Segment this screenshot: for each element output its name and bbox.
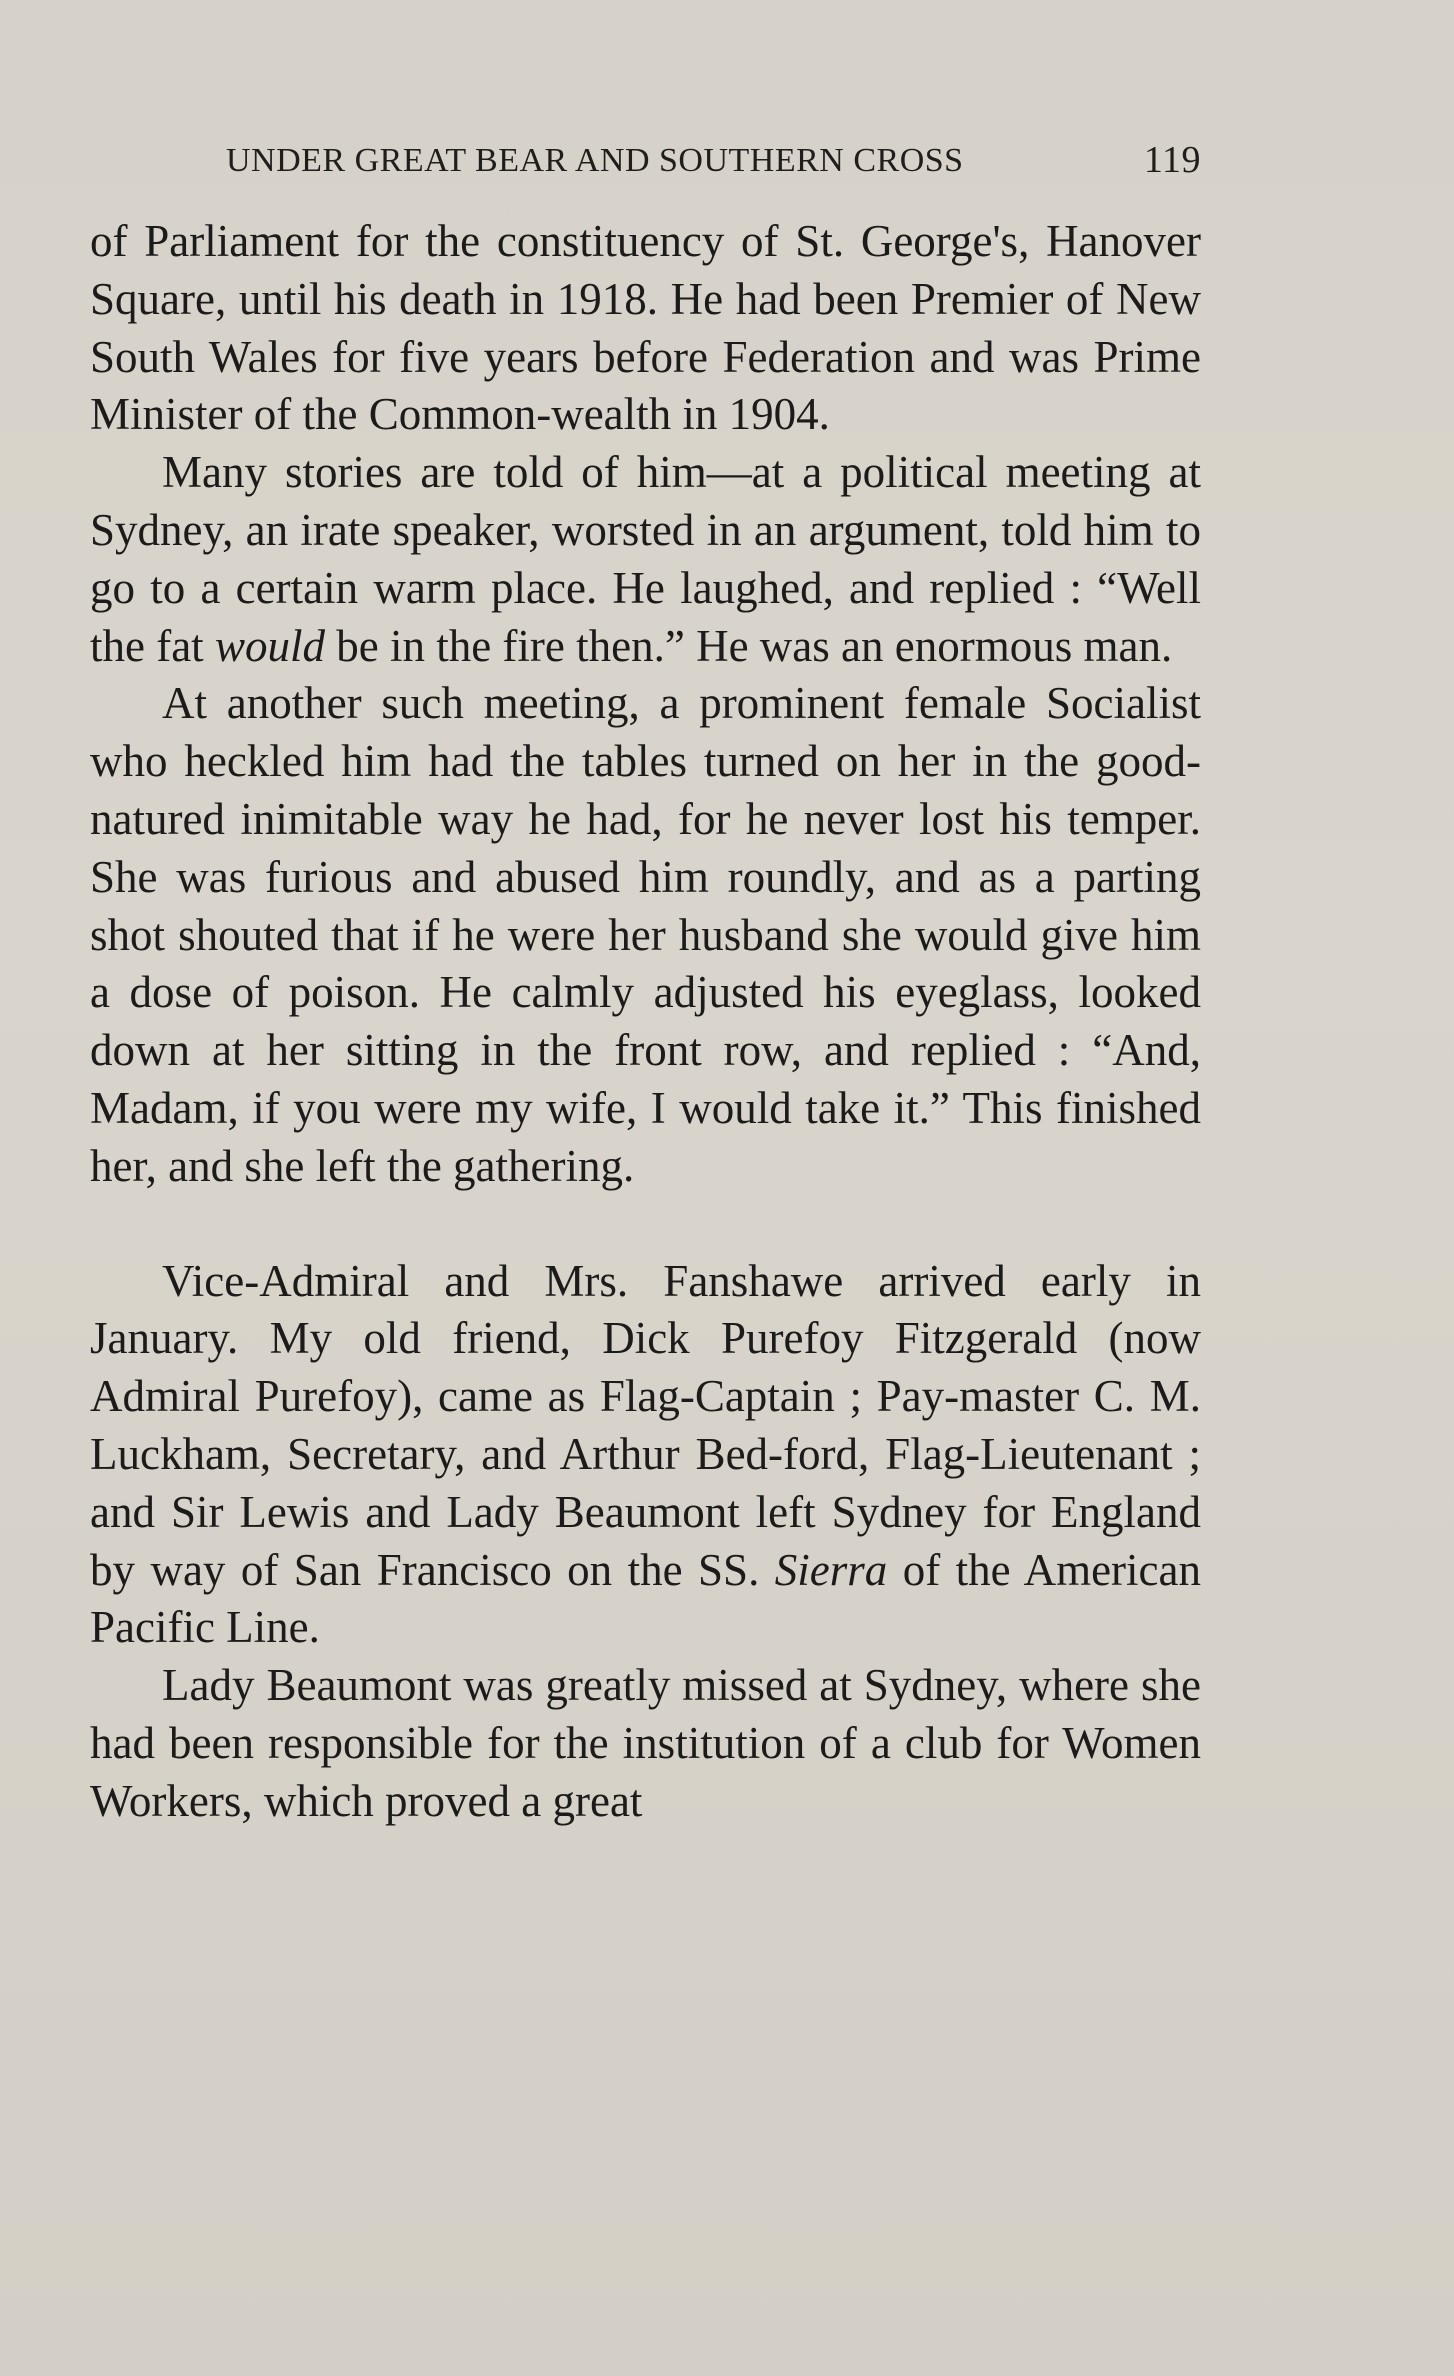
paragraph-2 [90, 444, 1201, 675]
paragraph-2-text-end: be in the fire then.” He was an enormous man. [324, 620, 1173, 671]
paragraph-5-text: Lady Beaumont was greatly missed at Sydney, where she had been responsible for the institution of a club for Women Workers, which proved a great [90, 1660, 1201, 1826]
section-break [90, 1196, 1201, 1253]
paragraph-4-text-start: Vice-Admiral and Mrs. Fanshawe arrived early in January. My old friend, Dick Purefoy Fitzgerald (now Admiral Purefoy), came as Flag-Captain ; Pay-master C. M. Luckham, Secretary, and Arthur Bed-ford, Flag-Lieutenant ; and Sir Lewis and Lady Beaumont left Sydney for England by way of San Francisco on the SS. [90, 1255, 1201, 1595]
paragraph-2-text-start: Many stories are told of him—at a political meeting at Sydney, an irate speaker, worsted in an argument, told him to go to a certain warm place. He laughed, and replied : “Well the fat [90, 447, 1201, 671]
page-number: 119 [1143, 139, 1201, 181]
paragraph-3-text: At another such meeting, a prominent female Socialist who heckled him had the tables turned on her in the good-natured inimitable way he had, for he never lost his temper. She was furious and abused him roundly, and as a parting shot shouted that if he were her husband she would give him a dose of poison. He calmly adjusted his eyeglass, looked down at her sitting in the front row, and replied : “And, Madam, if you were my wife, I would take it.” This finished her, and she left the gathering. [90, 678, 1201, 1191]
paragraph-4-text-end: of the American Pacific Line. [90, 1544, 1201, 1653]
paragraph-3 [90, 675, 1201, 1195]
paragraph-4 [90, 1253, 1201, 1658]
running-header [226, 138, 1201, 190]
paragraph-5 [90, 1657, 1201, 1830]
running-title: UNDER GREAT BEAR AND SOUTHERN CROSS [226, 142, 964, 179]
paragraph-4-italic: Sierra [774, 1544, 888, 1595]
paragraph-1 [90, 213, 1201, 444]
paragraph-1-text: of Parliament for the constituency of St. George's, Hanover Square, until his death in 1918. He had been Premier of New South Wales for five years before Federation and was Prime Minister of the Common-wealth in 1904. [90, 216, 1201, 440]
body-text [90, 213, 1201, 1831]
paragraph-2-italic: would [214, 620, 325, 671]
